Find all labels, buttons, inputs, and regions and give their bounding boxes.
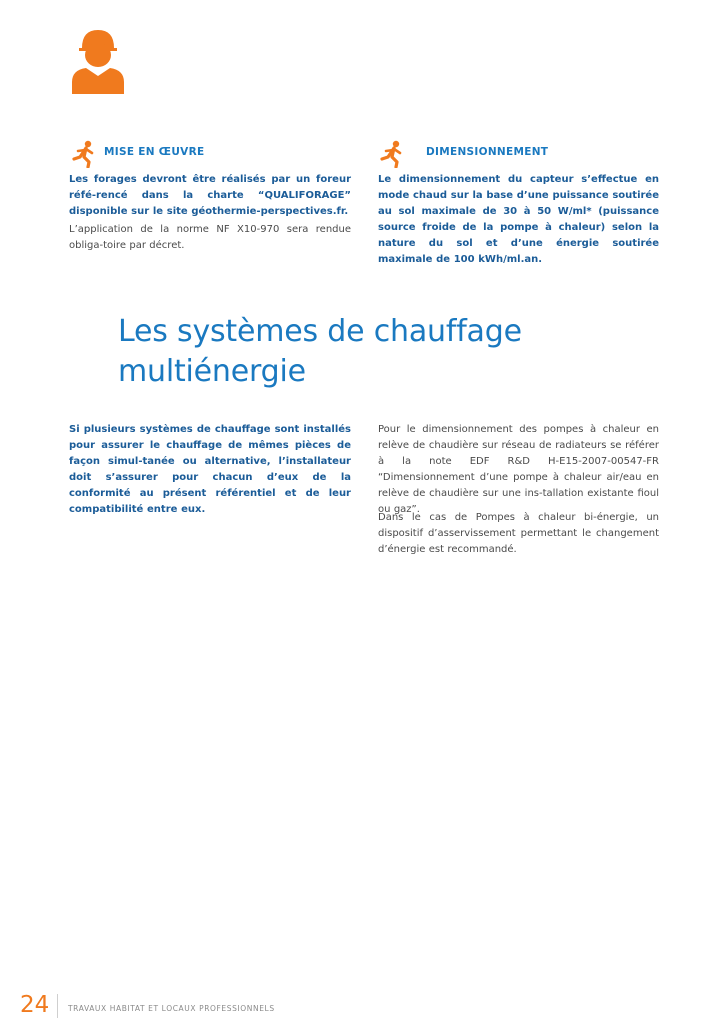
- dimensionnement-paragraph: Le dimensionnement du capteur s’effectue en mode chaud sur la base d’une puissance soutirée au sol maximale de 30 à 50 W/ml* (puissance source froide de la pompe à chaleur) selon la nature du sol et d’une énergie soutirée maximale de 100 kWh/ml.an.: [378, 174, 659, 265]
- footer-divider: [57, 994, 58, 1018]
- worker-icon: [64, 24, 132, 94]
- running-person-icon: [70, 140, 96, 168]
- running-person-icon: [378, 140, 404, 168]
- footer-text: TRAVAUX HABITAT ET LOCAUX PROFESSIONNELS: [68, 1004, 275, 1013]
- title-line-2: multiénergie: [118, 354, 306, 389]
- qualiforage-paragraph: Les forages devront être réalisés par un foreur réfé-rencé dans la charte “QUALIFORAGE” disponible sur le site géothermie-perspectives.fr.: [69, 174, 351, 217]
- section-heading: DIMENSIONNEMENT: [426, 146, 549, 158]
- section-header-mise-en-oeuvre: [70, 140, 350, 168]
- edf-note-paragraph: Pour le dimensionnement des pompes à chaleur en relève de chaudière sur réseau de radiateurs se référer à la note EDF R&D H-E15-2007-00547-FR “Dimensionnement d’une pompe à chaleur air/eau en relève de chaudière sur une ins-tallation existante fioul ou gaz”.: [378, 424, 659, 515]
- section-header-dimensionnement: [378, 140, 658, 168]
- title-line-1: Les systèmes de chauffage: [118, 314, 522, 349]
- page-number: 24: [20, 992, 50, 1018]
- page-title: [118, 312, 658, 392]
- bi-energie-paragraph: Dans le cas de Pompes à chaleur bi-énergie, un dispositif d’asservissement permettant le changement d’énergie est recommandé.: [378, 512, 659, 555]
- norme-paragraph: L’application de la norme NF X10-970 sera rendue obliga-toire par décret.: [69, 224, 351, 251]
- multienergie-paragraph: Si plusieurs systèmes de chauffage sont installés pour assurer le chauffage de mêmes pièces de façon simul-tanée ou alternative, l’installateur doit s’assurer pour chacun d’eux de la conformité au présent référentiel et de leur compatibilité entre eux.: [69, 424, 351, 515]
- section-heading: MISE EN ŒUVRE: [104, 146, 205, 158]
